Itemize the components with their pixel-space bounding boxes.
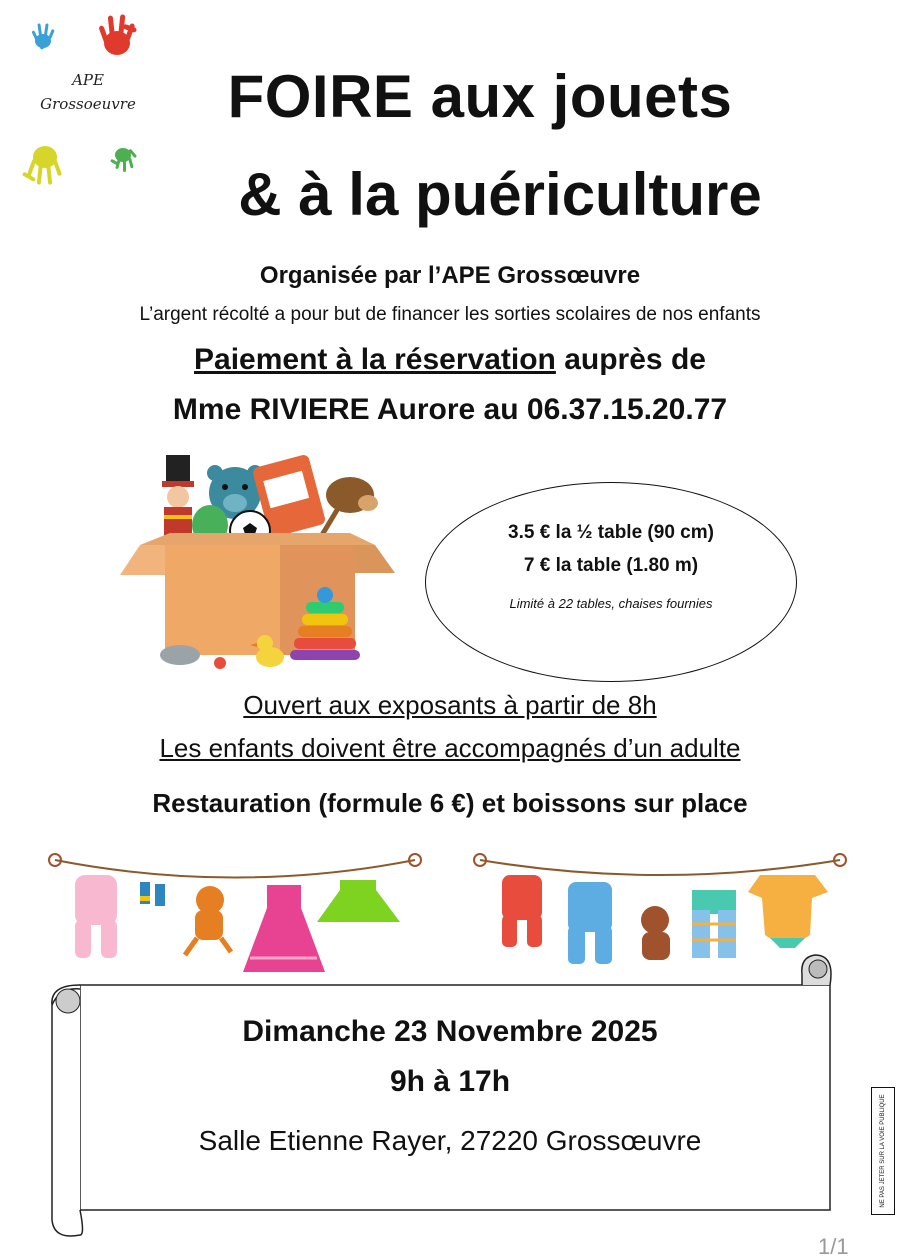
pricing-oval bbox=[425, 482, 797, 682]
half-table-price: 3.5 € la ½ table (90 cm) bbox=[508, 522, 714, 543]
toy-box-icon bbox=[110, 445, 410, 680]
logo-line1: APE bbox=[72, 71, 104, 89]
organizer-text: Organisée par l’APE Grossœuvre bbox=[259, 262, 641, 289]
title-line2: & à la puériculture bbox=[238, 161, 762, 228]
children-notice-text: Les enfants doivent être accompagnés d’un adulte bbox=[159, 733, 741, 763]
litter-notice-text: NE PAS JETER SUR LA VOIE PUBLIQUE bbox=[880, 1094, 886, 1208]
page-number: 1/1 bbox=[818, 1234, 849, 1259]
payment-underlined: Paiement à la réservation bbox=[194, 343, 556, 376]
full-table-price: 7 € la table (1.80 m) bbox=[523, 555, 699, 576]
event-hours: 9h à 17h bbox=[389, 1065, 511, 1098]
contact-line: Mme RIVIERE Aurore au 06.37.15.20.77 bbox=[172, 393, 728, 426]
litter-notice bbox=[871, 1087, 895, 1215]
logo-line2: Grossoeuvre bbox=[40, 95, 136, 113]
event-date: Dimanche 23 Novembre 2025 bbox=[242, 1015, 658, 1048]
purpose-text: L’argent récolté a pour but de financer les sorties scolaires de nos enfants bbox=[139, 304, 761, 325]
payment-rest: auprès de bbox=[555, 343, 706, 376]
event-place: Salle Etienne Rayer, 27220 Grossœuvre bbox=[198, 1125, 702, 1156]
food-info-text: Restauration (formule 6 €) et boissons sur place bbox=[152, 788, 748, 818]
table-limit-note: Limité à 22 tables, chaises fournies bbox=[509, 596, 713, 611]
title-line1: FOIRE aux jouets bbox=[227, 63, 733, 130]
exhibitor-opening-text: Ouvert aux exposants à partir de 8h bbox=[243, 690, 657, 720]
toy-box-illustration bbox=[110, 445, 410, 680]
payment-line bbox=[0, 343, 900, 377]
